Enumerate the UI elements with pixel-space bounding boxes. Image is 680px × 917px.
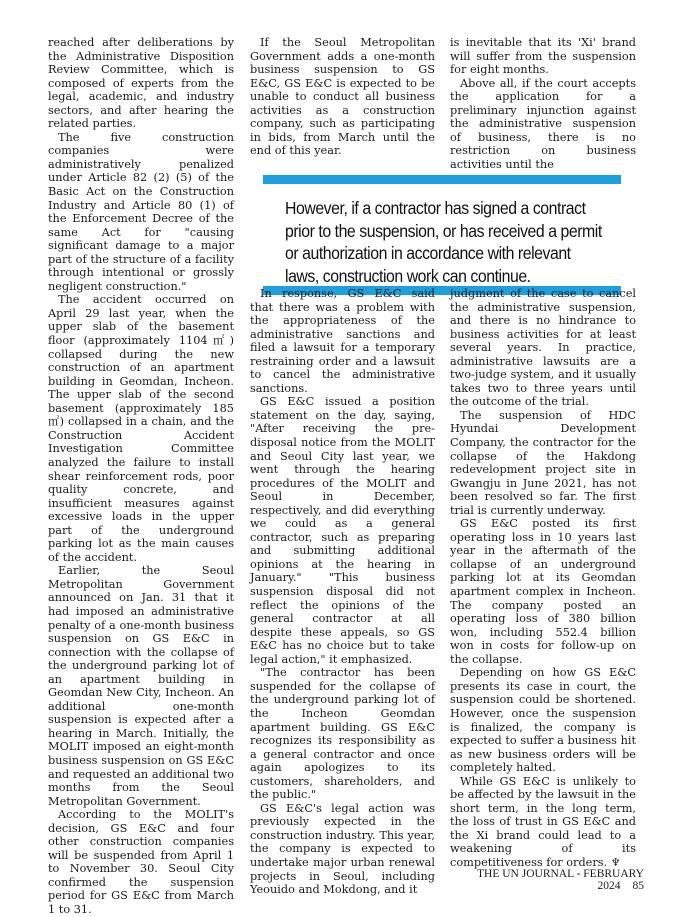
page-number: 85 [632,880,644,892]
paragraph: If the Seoul Metropolitan Government adds a one-month business suspension to GS E&C, GS E&C is expected to be unable to conduct all business activities as a construction company, such as participating in bids, from March until the end of this year. [250,36,435,158]
pull-quote-box [263,175,621,289]
article-column-1 [48,36,234,917]
paragraph: "The contractor has been suspended for the collapse of the underground parking lot of the Incheon Geomdan apartment building. GS E&C recognizes its responsibility as a general contractor and once again apologizes to its customers, shareholders, and the public." [250,666,435,802]
paragraph: GS E&C posted its first operating loss in 10 years last year in the aftermath of the collapse of an underground parking lot at its Geomdan apartment complex in Incheon. The company posted an operating loss of 380 billion won, including 552.4 billion won in costs for follow-up on the collapse. [450,517,636,666]
end-mark-icon: ♆ [610,855,621,869]
paragraph: In response, GS E&C said that there was a problem with the appropriateness of the administrative sanctions and filed a lawsuit for a temporary restraining order and a lawsuit to cancel the administrative sanctions. [250,287,435,395]
paragraph: Depending on how GS E&C presents its case in court, the suspension could be shortened. However, once the suspension is finalized, the company is expected to suffer a business hit as new business orders will be completely halted. [450,666,636,775]
paragraph: judgment of the case to cancel the administrative suspension, and there is no hindrance to business activities for at least several years. In practice, administrative lawsuits are a two-judge system, and it usually takes two to three years until the outcome of the trial. [450,287,636,409]
paragraph: Earlier, the Seoul Metropolitan Government announced on Jan. 31 that it had imposed an administrative penalty of a one-month business suspension on GS E&C in connection with the collapse of the underground parking lot of an apartment building in Geomdan New City, Incheon. An additional one-month suspension is expected after a hearing in March. Initially, the MOLIT imposed an eight-month business suspension on GS E&C and requested an additional two months from the Seoul Metropolitan Government. [48,564,234,808]
paragraph: reached after deliberations by the Administrative Disposition Review Committee, which is composed of experts from the legal, academic, and industry sectors, and after hearing the related parties. [48,36,234,131]
paragraph: GS E&C's legal action was previously expected in the construction industry. This year, the company is expected to undertake major urban renewal projects in Seoul, including Yeouido and Mokdong, and it [250,801,435,897]
paragraph [450,775,636,870]
page-footer [430,868,644,892]
paragraph: The accident occurred on April 29 last year, when the upper slab of the basement floor (approximately 1104㎡) collapsed during the new construction of an apartment building in Geomdan, Incheon. The upper slab of the second basement (approximately 185㎡) collapsed in a chain, and the Construction Accident Investigation Committee analyzed the failure to install shear reinforcement rods, poor quality concrete, and insufficient measures against excessive loads in the upper part of the underground parking lot as the main causes of the accident. [48,293,234,564]
article-column-3-top [450,36,636,171]
paragraph-text: While GS E&C is unlikely to be affected by the lawsuit in the short term, in the long term, the loss of trust in GS E&C and the Xi brand could lead to a weakening of its competitiveness for orders. [450,774,636,869]
paragraph: Above all, if the court accepts the application for a preliminary injunction against the administrative suspension of business, there is no restriction on business activities until the [450,76,636,171]
paragraph: The suspension of HDC Hyundai Development Company, the contractor for the collapse of the Hakdong redevelopment project site in Gwangju in June 2021, has not been resolved so far. The first trial is currently underway. [450,408,636,517]
publication-name: THE UN JOURNAL - FEBRUARY 2024 [477,868,644,892]
paragraph: GS E&C issued a position statement on the day, saying, "After receiving the pre-disposal notice from the MOLIT and Seoul City last year, we went through the hearing procedures of the MOLIT and Seoul in December, respectively, and did everything we could as a general contractor, such as preparing and submitting additional opinions at the hearing in January." "This business suspension disposal did not reflect the opinions of the general contractor at all despite these appeals, so GS E&C has no choice but to take legal action," it emphasized. [250,395,435,666]
article-column-2-bottom [250,287,435,897]
paragraph: The five construction companies were administratively penalized under Article 82 (2) (5) of the Basic Act on the Construction Industry and Article 80 (1) of the Enforcement Decree of the same Act for "causing significant damage to a major part of the structure of a facility through intentional or grossly negligent construction." [48,130,234,293]
pull-quote-top-rule [263,175,621,184]
paragraph: According to the MOLIT's decision, GS E&C and four other construction companies will be suspended from April 1 to November 30. Seoul City confirmed the suspension period for GS E&C from March 1 to 31. [48,808,234,916]
paragraph: is inevitable that its 'Xi' brand will suffer from the suspension for eight months. [450,36,636,77]
pull-quote: However, if a contractor has signed a contract prior to the suspension, or has received a permit or authorization in accordance with relevant laws, construction work can continue. [285,198,602,286]
article-column-2-top [250,36,435,158]
article-column-3-bottom [450,287,636,870]
